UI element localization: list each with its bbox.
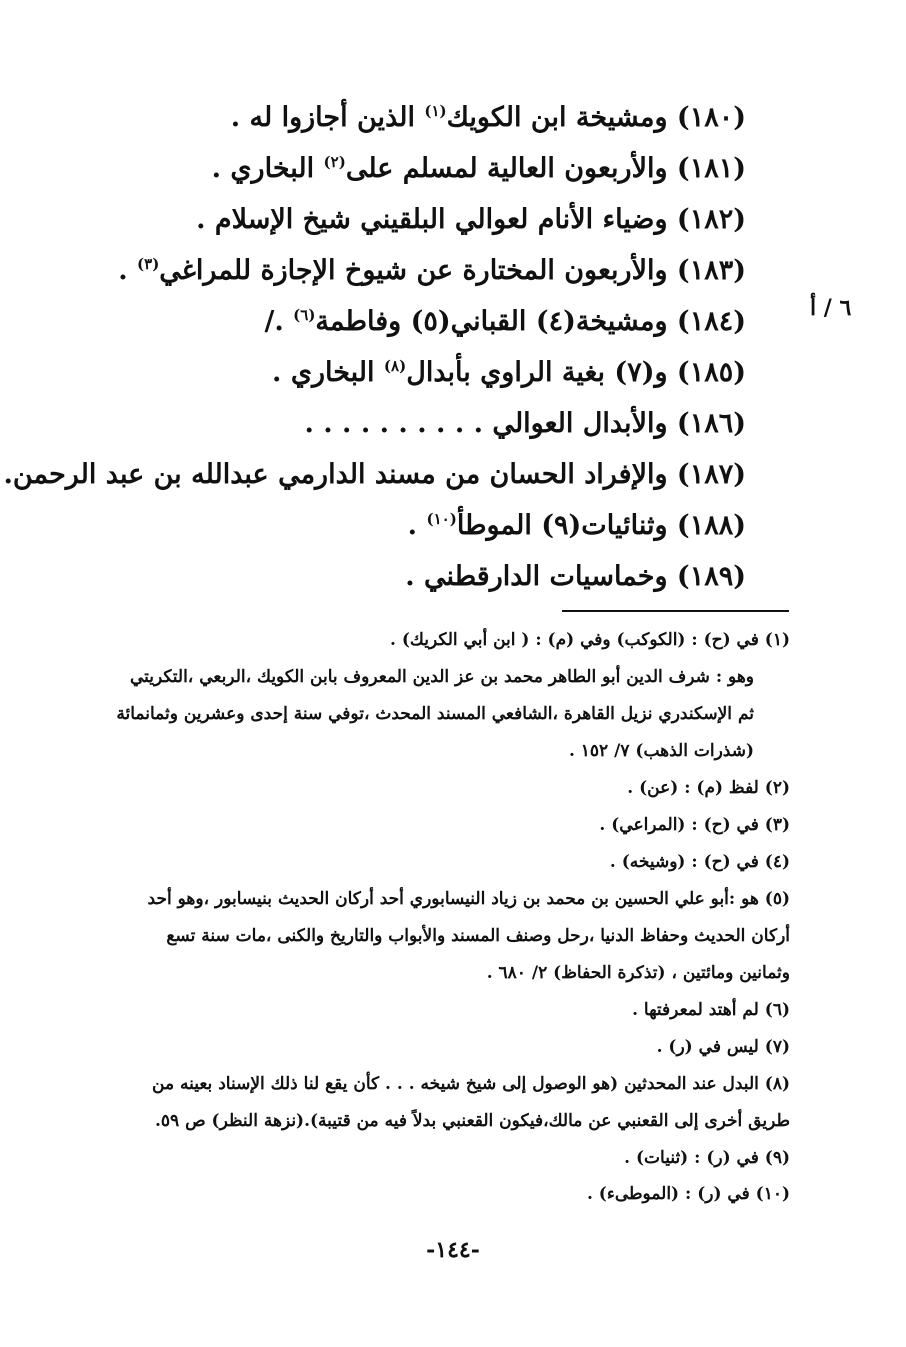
- footnote-marker: (١٠): [426, 510, 457, 528]
- footnote-7: (٧) ليس في (ر) .: [656, 1037, 790, 1057]
- footnote-marker: (١): [424, 102, 447, 120]
- entry-188: (١٨٨) وثنائيات(٩) الموطأ$^{(١٠)}$ .: [407, 510, 746, 541]
- entry-183: (١٨٣) والأربعون المختارة عن شيوخ الإجازة للمراغي$^{(٣)}$ .: [118, 255, 746, 286]
- footnote-2: (٢) لفظ (م) : (عن) .: [627, 778, 790, 798]
- entry-182: (١٨٢) وضياء الأنام لعوالي البلقيني شيخ الإسلام .: [196, 204, 746, 235]
- footnote-1-continuation: ثم الإسكندري نزيل القاهرة ،الشافعي المسند المحدث ،توفي سنة إحدى وعشرين وثمانمائة: [116, 704, 754, 724]
- footnote-marker: (٢): [323, 153, 346, 171]
- margin-folio-reference: ٦ / أ: [810, 295, 852, 321]
- footnote-5: (٥) هو :أبو علي الحسين بن محمد بن زياد النيسابوري أحد أركان الحديث بنيسابور ،وهو أحد: [147, 889, 790, 909]
- entry-189: (١٨٩) وخماسيات الدارقطني .: [405, 561, 746, 592]
- footnote-8: (٨) البدل عند المحدثين (هو الوصول إلى شيخ شيخه . . . كأن يقع لنا ذلك الإسناد بعينه من: [152, 1074, 790, 1094]
- entry-list: [3, 92, 746, 602]
- entry-180: (١٨٠) ومشيخة ابن الكويك$^{(١)}$ الذين أجازوا له .: [230, 102, 746, 133]
- entry-181: (١٨١) والأربعون العالية لمسلم على$^{(٢)}$ البخاري .: [211, 153, 746, 184]
- footnote-10: (١٠) في (ر) : (الموطىء) .: [586, 1184, 790, 1204]
- footnote-4: (٤) في (ح) : (وشيخه) .: [609, 852, 790, 872]
- footnote-1-continuation: وهو : شرف الدين أبو الطاهر محمد بن عز الدين المعروف بابن الكويك ،الربعي ،التكريتي: [129, 667, 754, 687]
- footnote-5-continuation: أركان الحديث وحفاظ الدنيا ،رحل وصنف المسند والأبواب والتاريخ والكنى ،مات سنة تسع: [166, 926, 790, 946]
- footnotes: [78, 622, 790, 1212]
- entry-184: (١٨٤) ومشيخة(٤) القباني(٥) وفاطمة$^{(٦)}$ ./: [264, 306, 746, 337]
- footnote-6: (٦) لم أهتد لمعرفتها .: [632, 1000, 790, 1020]
- entry-185: (١٨٥) و(٧) بغية الراوي بأبدال$^{(٨)}$ البخاري .: [272, 357, 746, 388]
- page-number: -١٤٤-: [426, 1237, 480, 1263]
- footnote-5-continuation: وثمانين ومائتين ، (تذكرة الحفاظ) ٢/ ٦٨٠ .: [486, 963, 790, 983]
- footnote-8-continuation: طريق أخرى إلى القعنبي عن مالك،فيكون القعنبي بدلاً فيه من قتيبة).(نزهة النظر) ص ٥٩.: [154, 1111, 790, 1131]
- footnote-marker: (٦): [293, 306, 316, 324]
- entry-186: (١٨٦) والأبدال العوالي . . . . . . . . . .: [304, 408, 746, 439]
- footnote-3: (٣) في (ح) : (المراعي) .: [599, 815, 790, 835]
- footnote-9: (٩) في (ر) : (ثنيات) .: [624, 1148, 790, 1168]
- entry-187: (١٨٧) والإفراد الحسان من مسند الدارمي عبدالله بن عبد الرحمن.: [3, 459, 746, 490]
- footnote-separator: [562, 610, 789, 612]
- footnote-marker: (٨): [383, 357, 407, 375]
- footnote-1-continuation: (شذرات الذهب) ٧/ ١٥٢ .: [568, 741, 754, 761]
- footnote-marker: (٣): [137, 255, 160, 273]
- footnote-1: (١) في (ح) : (الكوكب) وفي (م) : ( ابن أبي الكريك) .: [390, 630, 790, 650]
